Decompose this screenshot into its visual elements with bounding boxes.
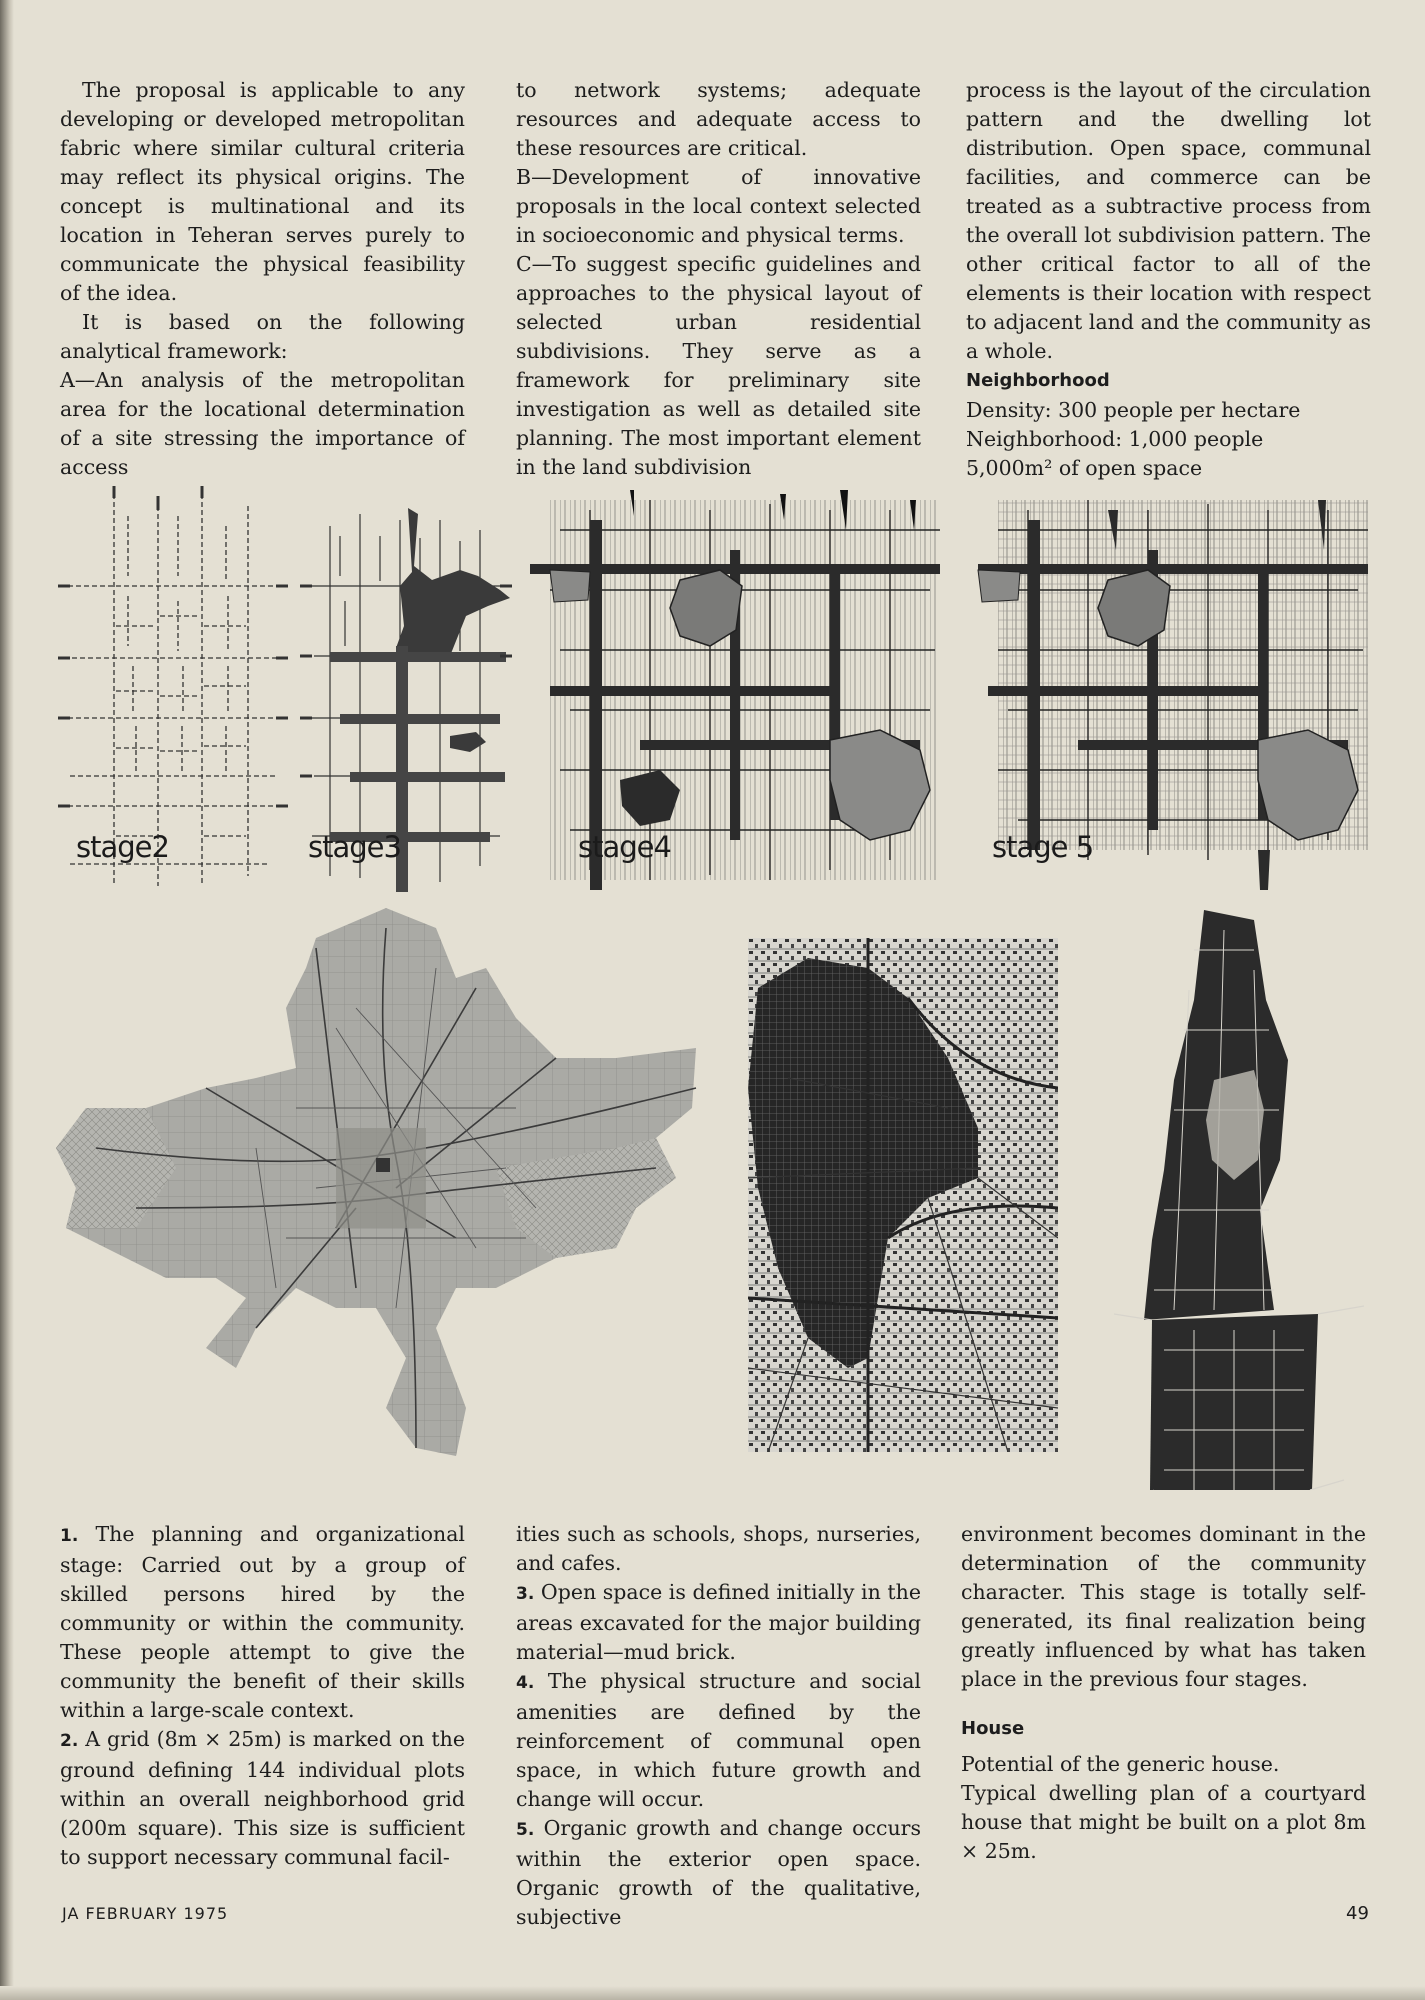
paragraph: environment becomes dominant in the determination of the community character. This stage is totally self-generated, its final realization being greatly influenced by what has taken place in the previous four stages. [961,1522,1366,1691]
journal-issue: JA FEBRUARY 1975 [62,1904,229,1923]
stage-2-paragraph [60,1725,465,1872]
stage-text: Open space is defined initially in the areas excavated for the major building material—mud brick. [516,1580,921,1664]
paragraph: B—Development of innovative proposals in the local context selected in socioeconomic and physical terms. [516,165,921,247]
paragraph: to network systems; adequate resources and adequate access to these resources are critical. [516,78,921,160]
paragraph: The proposal is applicable to any developing or developed metropolitan fabric where similar cultural criteria may reflect its physical origins. The concept is multinational and its location in Teheran serves purely to communicate the physical feasibility of the idea. [60,78,465,305]
stage-number: 2. [60,1731,79,1751]
paragraph: It is based on the following analytical framework: [60,310,465,363]
urban-fabric-aerial-map [748,938,1058,1452]
house-line-1: Potential of the generic house. [961,1752,1280,1776]
open-space-line: 5,000m² of open space [966,456,1203,480]
top-text-column-3 [966,76,1371,483]
stage-text: Organic growth and change occurs within the exterior open space. Organic growth of the qualitative, subjective [516,1816,921,1929]
stage-3-label: stage3 [308,830,401,864]
stage-number: 4. [516,1673,535,1693]
stage-number: 5. [516,1820,535,1840]
house-line-2: Typical dwelling plan of a courtyard house that might be built on a plot 8m × 25m. [961,1781,1366,1863]
stage-number: 1. [60,1526,79,1546]
page-number: 49 [1346,1903,1369,1924]
stage-number: 3. [516,1584,535,1604]
section-heading-house: House [961,1718,1025,1739]
neighborhood-plan-map [1094,910,1370,1490]
paragraph: process is the layout of the circulation pattern and the dwelling lot distribution. Open space, communal facilities, and commerce can be treated as a subtractive process from the overall lot subdivision pattern. The other critical factor to all of the elements is their location with respect to adjacent land and the community as a whole. [966,78,1371,363]
stage-5-paragraph [516,1814,921,1932]
stage-text: The physical structure and social amenities are defined by the reinforcement of communal open space, in which future growth and change will occur. [516,1669,921,1811]
stage-text: The planning and organizational stage: Carried out by a group of skilled persons hired by the community or within the community. These people attempt to give the community the benefit of their skills within a large-scale context. [60,1522,465,1722]
paragraph: C—To suggest specific guidelines and approaches to the physical layout of selected urban residential subdivisions. They serve as a framework for preliminary site investigation as well as detailed site planning. The most important element in the land subdivision [516,252,921,479]
bottom-text-column-2 [516,1520,921,1932]
density-line: Density: 300 people per hectare [966,398,1301,422]
paragraph: ities such as schools, shops, nurseries, and cafes. [516,1522,921,1575]
stage-3-paragraph [516,1578,921,1667]
stage-5-label: stage 5 [992,830,1094,864]
bottom-text-column-1 [60,1520,465,1872]
stage-4-paragraph [516,1667,921,1814]
page-spine-shadow [0,0,14,2000]
bottom-text-column-3 [961,1520,1366,1866]
stage-text: A grid (8m × 25m) is marked on the ground defining 144 individual plots within an overall neighborhood grid (200m square). This size is sufficient to support necessary communal facil- [60,1727,465,1869]
top-text-column-1 [60,76,465,482]
teheran-metropolitan-map [56,908,712,1464]
top-text-column-2 [516,76,921,482]
stage-4-label: stage4 [578,830,671,864]
paragraph: A—An analysis of the metropolitan area for the locational determination of a site stressing the importance of access [60,368,465,479]
page-bottom-shadow [0,1986,1425,2000]
neighborhood-line: Neighborhood: 1,000 people [966,427,1264,451]
stage-2-label: stage2 [76,830,169,864]
stage-1-paragraph [60,1520,465,1725]
section-heading-neighborhood: Neighborhood [966,370,1110,391]
